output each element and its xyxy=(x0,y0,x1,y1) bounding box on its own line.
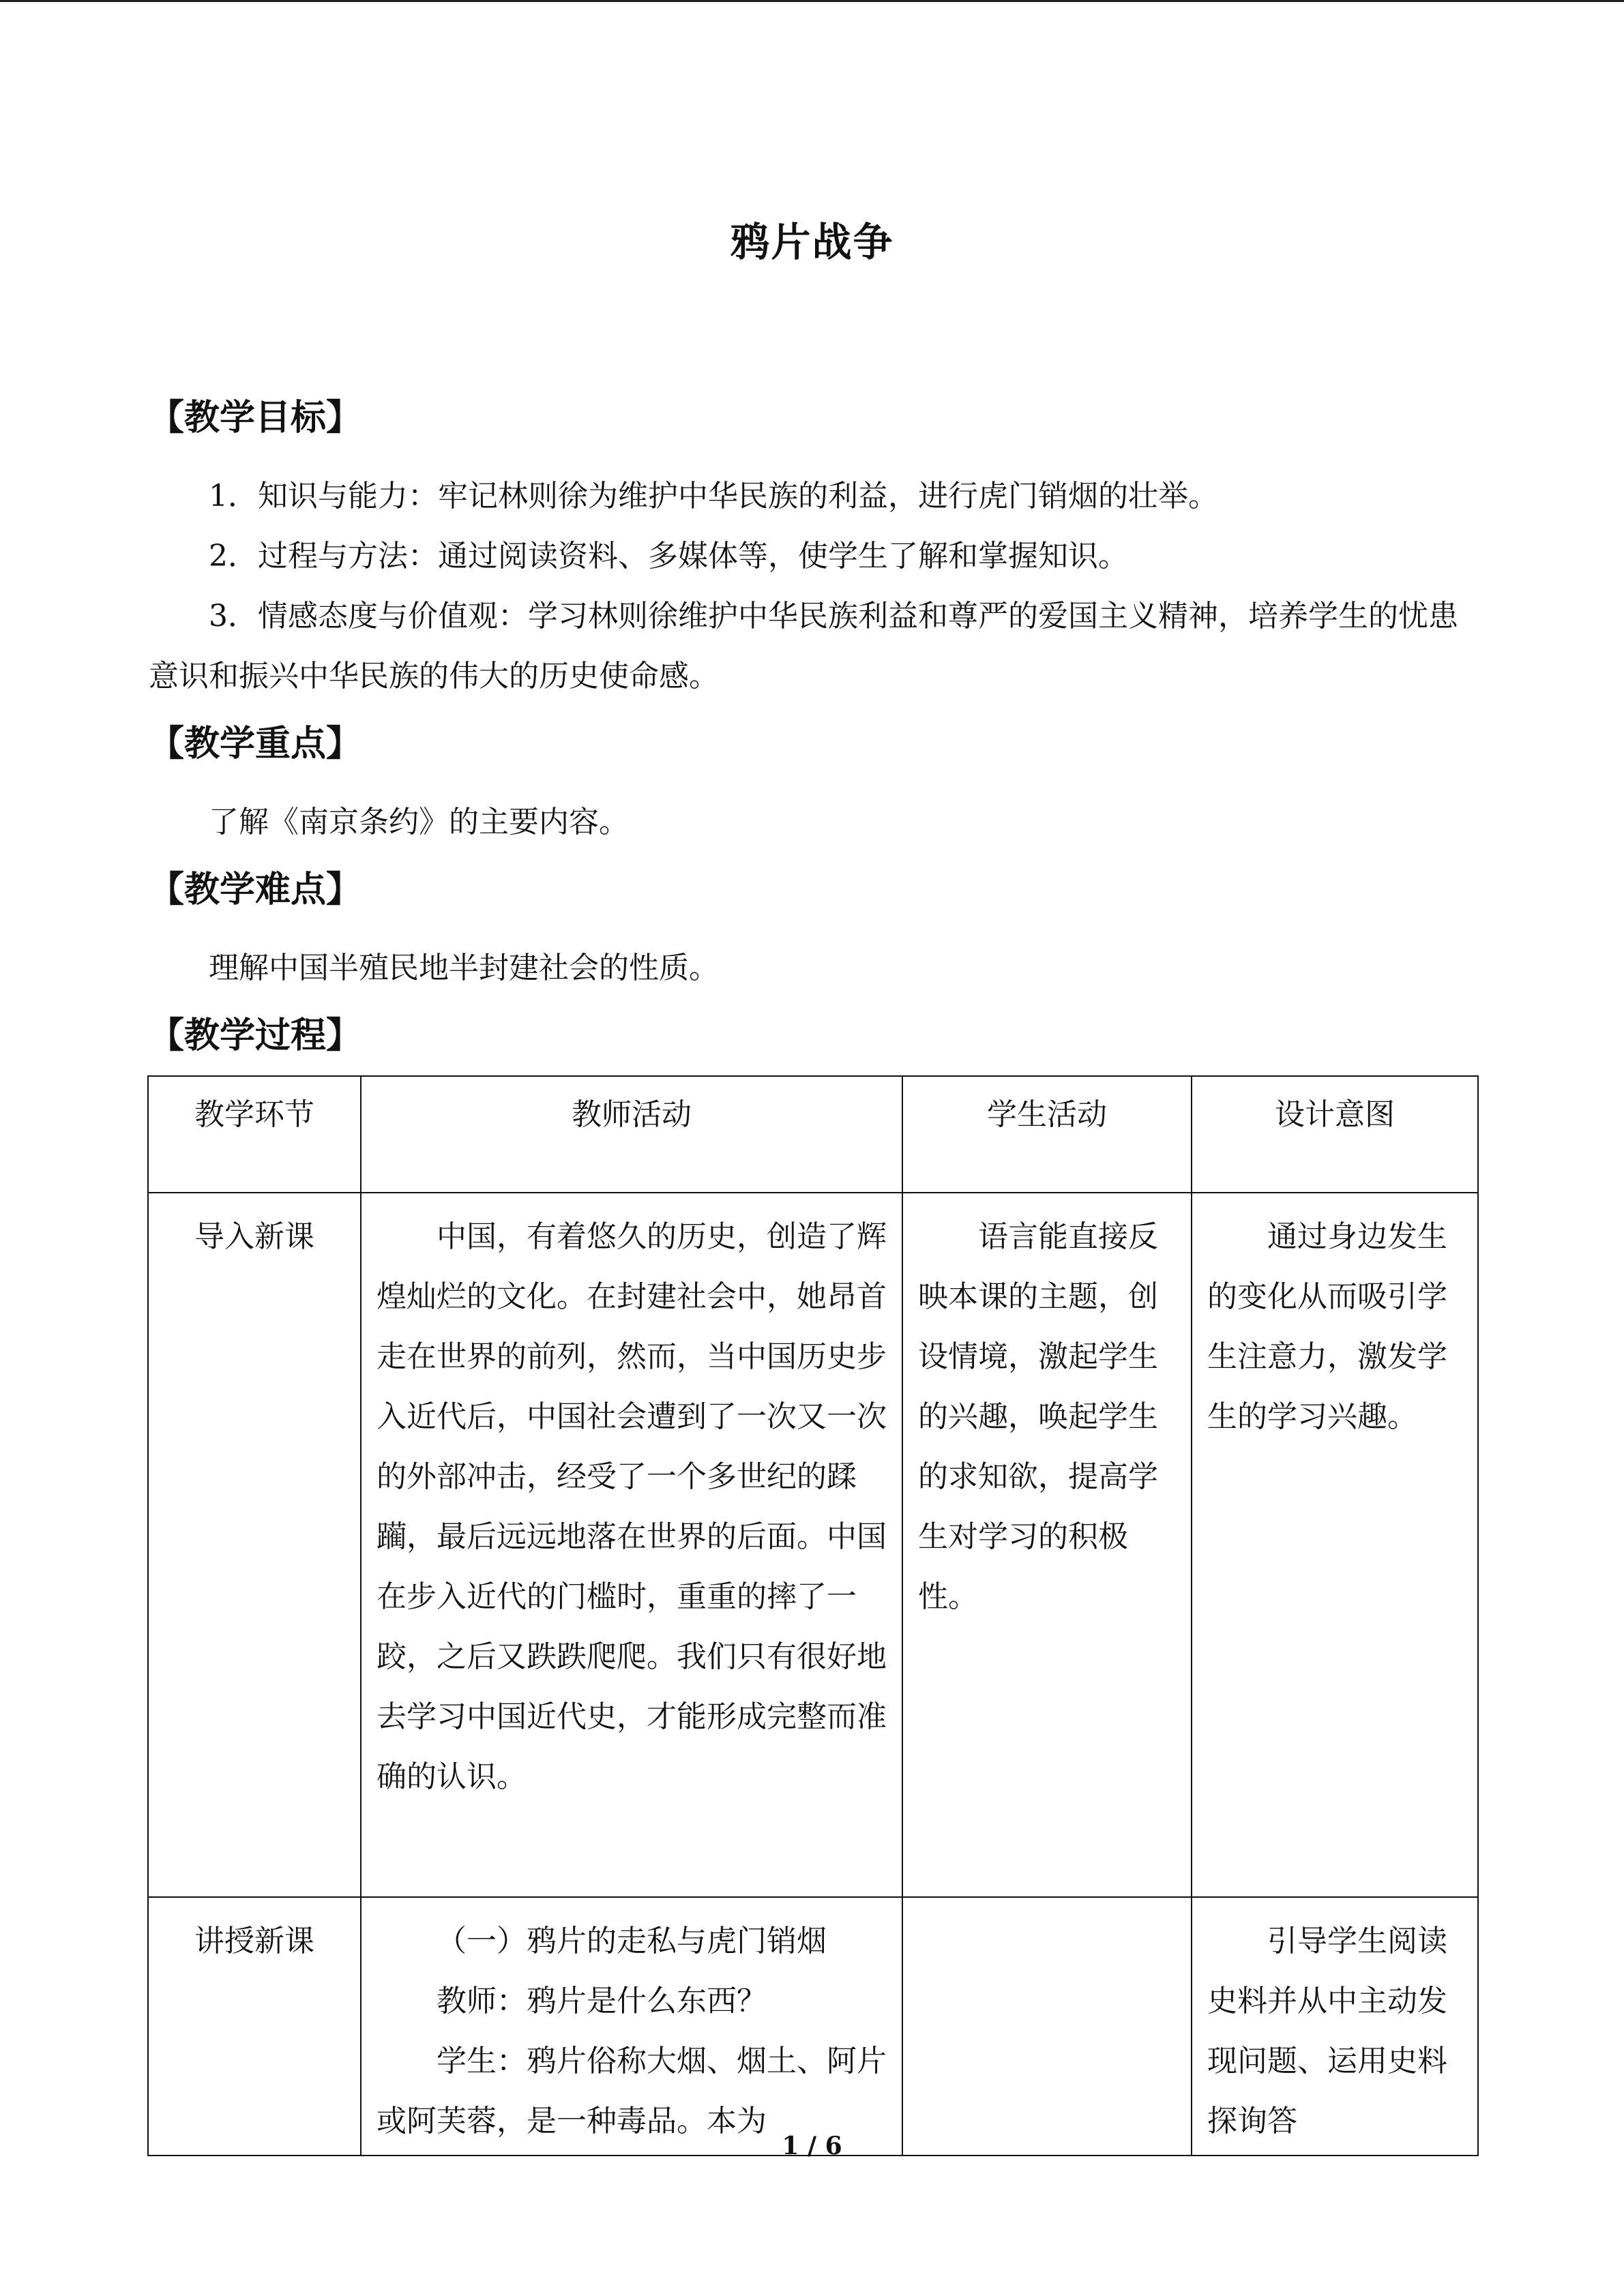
difficulty-text: 理解中国半殖民地半封建社会的性质。 xyxy=(209,951,719,985)
teacher-line: （一）鸦片的走私与虎门销烟 xyxy=(437,1924,827,1958)
header-design-intent: 设计意图 xyxy=(1192,1076,1478,1193)
objective-item-3: 3．情感态度与价值观：学习林则徐维护中华民族利益和尊严的爱国主义精神，培养学生的忧患意识和振兴中华民族的伟大的历史使命感。 xyxy=(149,599,1458,694)
process-heading: 【教学过程】 xyxy=(149,1015,362,1056)
teacher-line: 学生：鸦片俗称大烟、烟土、阿片或阿芙蓉，是一种毒品。本为 xyxy=(377,2044,887,2138)
student-activity-cell xyxy=(902,1897,1192,2156)
design-intent-text: 引导学生阅读史料并从中主动发现问题、运用史料探询答 xyxy=(1207,1924,1447,2138)
stage-cell: 导入新课 xyxy=(148,1193,361,1897)
design-intent-cell xyxy=(1192,1897,1478,2156)
student-activity-cell: 语言能直接反映本课的主题，创设情境，激起学生的兴趣，唤起学生的求知欲，提高学生对学习的积极性。 xyxy=(902,1193,1192,1897)
stage-cell: 讲授新课 xyxy=(148,1897,361,2156)
key-point-text: 了解《南京条约》的主要内容。 xyxy=(209,805,629,839)
header-student-activity: 学生活动 xyxy=(902,1076,1192,1193)
table-header-row xyxy=(148,1076,1478,1193)
header-stage: 教学环节 xyxy=(148,1076,361,1193)
page-title: 鸦片战争 xyxy=(730,219,894,265)
design-intent-cell: 通过身边发生的变化从而吸引学生注意力，激发学生的学习兴趣。 xyxy=(1192,1193,1478,1897)
table-row xyxy=(148,1193,1478,1897)
difficulty-heading: 【教学难点】 xyxy=(149,869,362,910)
objective-item-1: 1．知识与能力：牢记林则徐为维护中华民族的利益，进行虎门销烟的壮举。 xyxy=(209,479,1218,513)
page-top-border xyxy=(0,0,1624,2)
header-teacher-activity: 教师活动 xyxy=(361,1076,902,1193)
page-number: 1 / 6 xyxy=(782,2132,842,2160)
objectives-heading: 【教学目标】 xyxy=(149,398,362,438)
objective-item-2: 2．过程与方法：通过阅读资料、多媒体等，使学生了解和掌握知识。 xyxy=(209,539,1128,573)
table-row xyxy=(148,1897,1478,2156)
teacher-activity-cell: 中国，有着悠久的历史，创造了辉煌灿烂的文化。在封建社会中，她昂首走在世界的前列，然而，当中国历史步入近代后，中国社会遭到了一次又一次的外部冲击，经受了一个多世纪的蹂躏，最后远远地落在世界的后面。中国在步入近代的门槛时，重重的摔了一跤，之后又跌跌爬爬。我们只有很好地去学习中国近代史，才能形成完整而准确的认识。 xyxy=(361,1193,902,1897)
teacher-activity-cell xyxy=(361,1897,902,2156)
teaching-process-table xyxy=(147,1075,1479,2156)
teacher-line: 教师：鸦片是什么东西？ xyxy=(437,1984,767,2018)
key-point-heading: 【教学重点】 xyxy=(149,724,362,764)
